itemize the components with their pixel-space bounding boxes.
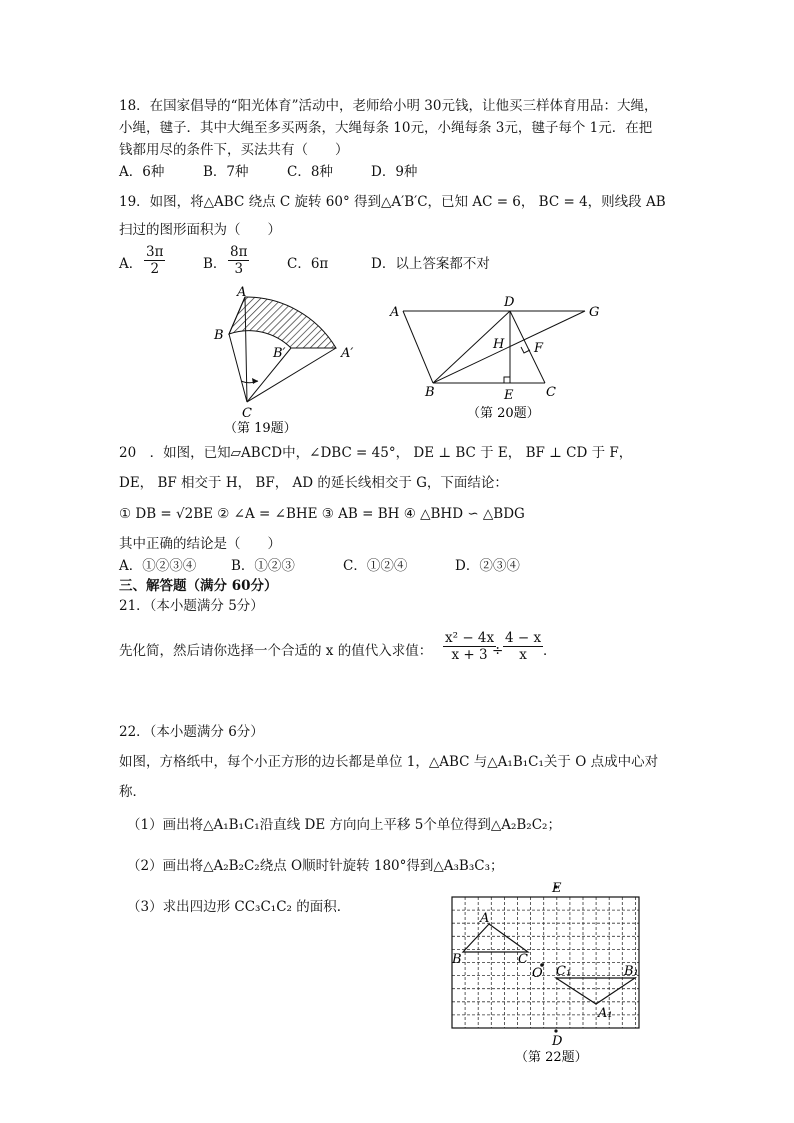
q21-fraction-1-denominator: x + 3 — [451, 647, 488, 663]
section-3-title: 三、解答题（满分 60分） — [119, 578, 278, 594]
fig22-label-c: C — [518, 952, 528, 967]
q21-fraction-2-denominator: x — [519, 647, 527, 663]
q19-option-a-prefix: A． — [119, 256, 143, 272]
fig19-label-b: B — [214, 328, 224, 343]
fig20-label-f: F — [534, 341, 544, 356]
q18-line3: 钱都用尽的条件下，买法共有（ ） — [119, 142, 349, 158]
q21-text: 先化简，然后请你选择一个合适的 x 的值代入求值： — [119, 643, 433, 659]
triangle-abc-grid — [463, 924, 528, 952]
fig22-label-b1: B₁ — [624, 964, 639, 979]
fig19-label-a-prime: A′ — [341, 346, 354, 361]
fig22-label-a: A — [480, 911, 490, 926]
q20-conclusions: ① DB = √2BE ② ∠A = ∠BHE ③ AB = BH ④ △BHD ∽ △BDG — [119, 506, 525, 522]
q22-part2: （2）画出将△A₂B₂C₂绕点 O顺时针旋转 180°得到△A₃B₃C₃； — [127, 858, 504, 874]
q20-option-c: C．①②④ — [343, 558, 408, 574]
fig19-caption: （第 19题） — [224, 421, 297, 436]
fig22-label-o: O — [532, 966, 543, 981]
q21-head: 21．（本小题满分 5分） — [119, 598, 264, 614]
triangle-a1b1c1-grid — [556, 978, 635, 1004]
fig22-label-b: B — [452, 952, 462, 967]
q18-option-c: C．8种 — [287, 164, 333, 180]
q18-line2: 小绳，毽子．其中大绳至多买两条，大绳每条 10元，小绳每条 3元，毽子每个 1元．在把 — [119, 120, 653, 136]
q19-option-b-denominator: 3 — [234, 261, 244, 277]
q19-option-a-denominator: 2 — [150, 261, 160, 277]
q22-line2: 称． — [119, 784, 146, 800]
q20-line1: 20 ．如图，已知▱ABCD中，∠DBC = 45°， DE ⊥ BC 于 E， BF ⊥ CD 于 F， — [119, 445, 633, 461]
fig20-label-b: B — [425, 385, 435, 400]
fig20-label-a: A — [390, 305, 400, 320]
q19-option-b-prefix: B． — [203, 256, 227, 272]
q21-divide-sign: ÷ — [492, 643, 504, 659]
q22-part3: （3）求出四边形 CC₃C₁C₂ 的面积． — [127, 899, 351, 915]
fig22-label-c1: C₁ — [556, 964, 572, 979]
fig20-label-g: G — [589, 305, 600, 320]
q19-option-a-numerator: 3π — [146, 244, 164, 260]
q18-line1: 18．在国家倡导的“阳光体育”活动中，老师给小明 30元钱，让他买三样体育用品：大绳， — [119, 98, 658, 114]
fig22-label-a1: A₁ — [598, 1006, 613, 1021]
q19-line2: 扫过的图形面积为（ ） — [119, 222, 281, 238]
q19-line1: 19．如图，将△ABC 绕点 C 旋转 60° 得到△A′B′C，已知 AC = 6， BC = 4，则线段 AB — [119, 194, 666, 210]
q20-option-b: B．①②③ — [231, 558, 295, 574]
fig19-label-c: C — [242, 406, 252, 421]
q20-line4: 其中正确的结论是（ ） — [119, 536, 281, 552]
q19-option-b-numerator: 8π — [230, 244, 248, 260]
q21-fraction-1-numerator: x² − 4x — [445, 630, 495, 646]
fig20-label-e: E — [504, 388, 514, 403]
fig22-label-e: E — [552, 881, 562, 896]
q21-fraction-2-numerator: 4 − x — [505, 630, 542, 646]
q18-option-b: B．7种 — [203, 164, 249, 180]
q22-line1: 如图，方格纸中，每个小正方形的边长都是单位 1，△ABC 与△A₁B₁C₁关于 O 点成中心对 — [119, 754, 659, 770]
q18-option-d: D．9种 — [371, 164, 418, 180]
q20-option-a: A．①②③④ — [119, 558, 197, 574]
q20-option-d: D．②③④ — [455, 558, 520, 574]
fig22-label-d: D — [552, 1034, 563, 1049]
fig19-label-a: A — [237, 285, 247, 300]
q22-head: 22．（本小题满分 6分） — [119, 724, 264, 740]
q18-option-a: A．6种 — [119, 164, 165, 180]
fig20-label-d: D — [504, 295, 515, 310]
fig19-label-b-prime: B′ — [273, 346, 286, 361]
fig20-caption: （第 20题） — [467, 406, 540, 421]
q19-option-d: D．以上答案都不对 — [371, 256, 490, 272]
fig20-label-h: H — [493, 337, 505, 352]
q20-line2: DE， BF 相交于 H， BF， AD 的延长线相交于 G，下面结论： — [119, 475, 508, 491]
q22-part1: （1）画出将△A₁B₁C₁沿直线 DE 方向向上平移 5个单位得到△A₂B₂C₂； — [127, 817, 561, 833]
q19-option-c: C．6π — [287, 256, 329, 272]
fig20-label-c: C — [546, 385, 556, 400]
q21-end: ． — [543, 643, 557, 659]
fig22-caption: （第 22题） — [515, 1050, 588, 1065]
